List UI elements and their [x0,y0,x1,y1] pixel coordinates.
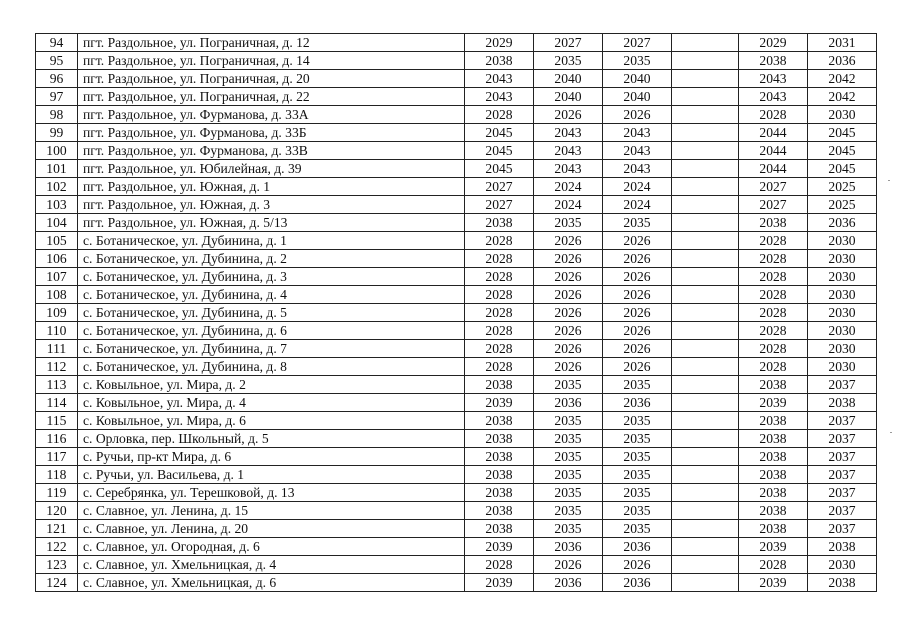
year-cell: 2036 [808,52,877,70]
empty-cell [672,556,739,574]
empty-cell [672,448,739,466]
table-row [36,124,877,142]
year-cell: 2043 [603,142,672,160]
year-cell: 2027 [603,34,672,52]
year-cell: 2028 [739,556,808,574]
table-row [36,412,877,430]
year-cell: 2039 [465,538,534,556]
year-cell: 2028 [465,322,534,340]
year-cell: 2038 [739,502,808,520]
year-cell: 2030 [808,232,877,250]
year-cell: 2028 [465,232,534,250]
year-cell: 2028 [739,250,808,268]
year-cell: 2026 [603,232,672,250]
row-number-cell: 97 [36,88,78,106]
year-cell: 2035 [603,412,672,430]
row-number-cell: 109 [36,304,78,322]
table-row [36,232,877,250]
address-cell: с. Ботаническое, ул. Дубинина, д. 3 [78,268,465,286]
year-cell: 2026 [603,322,672,340]
address-cell: пгт. Раздольное, ул. Юбилейная, д. 39 [78,160,465,178]
row-number-cell: 101 [36,160,78,178]
year-cell: 2038 [739,484,808,502]
year-cell: 2027 [534,34,603,52]
empty-cell [672,304,739,322]
table-row [36,538,877,556]
table-row [36,250,877,268]
year-cell: 2026 [603,304,672,322]
empty-cell [672,430,739,448]
year-cell: 2038 [465,466,534,484]
year-cell: 2026 [534,286,603,304]
table-row [36,286,877,304]
year-cell: 2026 [534,106,603,124]
year-cell: 2035 [603,448,672,466]
year-cell: 2045 [465,124,534,142]
table-row [36,34,877,52]
scan-mark [890,432,892,433]
year-cell: 2043 [603,160,672,178]
year-cell: 2038 [739,448,808,466]
address-cell: с. Серебрянка, ул. Терешковой, д. 13 [78,484,465,502]
year-cell: 2030 [808,304,877,322]
year-cell: 2039 [465,394,534,412]
year-cell: 2030 [808,268,877,286]
row-number-cell: 96 [36,70,78,88]
year-cell: 2028 [465,250,534,268]
address-cell: с. Ботаническое, ул. Дубинина, д. 6 [78,322,465,340]
row-number-cell: 113 [36,376,78,394]
table-row [36,502,877,520]
year-cell: 2029 [739,34,808,52]
empty-cell [672,214,739,232]
year-cell: 2040 [603,70,672,88]
year-cell: 2035 [603,484,672,502]
address-cell: с. Ботаническое, ул. Дубинина, д. 7 [78,340,465,358]
year-cell: 2035 [603,214,672,232]
year-cell: 2035 [534,448,603,466]
empty-cell [672,88,739,106]
table-row [36,88,877,106]
year-cell: 2035 [534,412,603,430]
empty-cell [672,466,739,484]
year-cell: 2042 [808,70,877,88]
year-cell: 2044 [739,142,808,160]
table-row [36,106,877,124]
table-row [36,466,877,484]
year-cell: 2031 [808,34,877,52]
table-row [36,52,877,70]
table-row [36,574,877,592]
year-cell: 2026 [534,268,603,286]
table-row [36,448,877,466]
year-cell: 2037 [808,484,877,502]
year-cell: 2045 [465,160,534,178]
year-cell: 2030 [808,106,877,124]
address-cell: пгт. Раздольное, ул. Фурманова, д. 33Б [78,124,465,142]
year-cell: 2028 [739,286,808,304]
year-cell: 2030 [808,250,877,268]
year-cell: 2027 [465,196,534,214]
table-row [36,322,877,340]
year-cell: 2037 [808,502,877,520]
year-cell: 2045 [465,142,534,160]
row-number-cell: 121 [36,520,78,538]
year-cell: 2035 [534,214,603,232]
address-cell: пгт. Раздольное, ул. Фурманова, д. 33В [78,142,465,160]
address-cell: пгт. Раздольное, ул. Пограничная, д. 14 [78,52,465,70]
empty-cell [672,394,739,412]
year-cell: 2024 [534,196,603,214]
address-cell: с. Славное, ул. Огородная, д. 6 [78,538,465,556]
empty-cell [672,142,739,160]
row-number-cell: 102 [36,178,78,196]
year-cell: 2037 [808,466,877,484]
empty-cell [672,376,739,394]
year-cell: 2028 [465,268,534,286]
year-cell: 2030 [808,340,877,358]
row-number-cell: 115 [36,412,78,430]
year-cell: 2028 [739,340,808,358]
year-cell: 2044 [739,160,808,178]
year-cell: 2039 [739,538,808,556]
row-number-cell: 122 [36,538,78,556]
table-row [36,142,877,160]
table-row [36,340,877,358]
year-cell: 2045 [808,142,877,160]
year-cell: 2026 [603,106,672,124]
year-cell: 2028 [465,304,534,322]
year-cell: 2028 [739,106,808,124]
table-row [36,214,877,232]
row-number-cell: 100 [36,142,78,160]
row-number-cell: 104 [36,214,78,232]
empty-cell [672,322,739,340]
year-cell: 2038 [739,466,808,484]
year-cell: 2038 [465,520,534,538]
row-number-cell: 98 [36,106,78,124]
table-row [36,520,877,538]
table-row [36,268,877,286]
table-body [36,34,877,592]
year-cell: 2026 [534,232,603,250]
address-cell: с. Ботаническое, ул. Дубинина, д. 4 [78,286,465,304]
year-cell: 2027 [465,178,534,196]
year-cell: 2040 [534,70,603,88]
year-cell: 2026 [534,304,603,322]
row-number-cell: 107 [36,268,78,286]
year-cell: 2045 [808,160,877,178]
year-cell: 2035 [534,430,603,448]
empty-cell [672,574,739,592]
year-cell: 2043 [603,124,672,142]
year-cell: 2028 [739,358,808,376]
year-cell: 2035 [534,484,603,502]
year-cell: 2045 [808,124,877,142]
table-row [36,484,877,502]
row-number-cell: 99 [36,124,78,142]
address-cell: с. Орловка, пер. Школьный, д. 5 [78,430,465,448]
year-cell: 2028 [739,304,808,322]
empty-cell [672,160,739,178]
year-cell: 2036 [603,574,672,592]
year-cell: 2043 [534,142,603,160]
year-cell: 2029 [465,34,534,52]
year-cell: 2028 [739,232,808,250]
year-cell: 2040 [603,88,672,106]
address-cell: с. Славное, ул. Хмельницкая, д. 4 [78,556,465,574]
year-cell: 2026 [603,250,672,268]
empty-cell [672,196,739,214]
year-cell: 2042 [808,88,877,106]
year-cell: 2035 [534,52,603,70]
row-number-cell: 120 [36,502,78,520]
year-cell: 2035 [603,502,672,520]
address-cell: с. Ботаническое, ул. Дубинина, д. 5 [78,304,465,322]
address-cell: с. Славное, ул. Ленина, д. 15 [78,502,465,520]
year-cell: 2026 [603,556,672,574]
table-row [36,556,877,574]
year-cell: 2024 [603,178,672,196]
year-cell: 2043 [534,124,603,142]
year-cell: 2044 [739,124,808,142]
year-cell: 2038 [465,376,534,394]
year-cell: 2026 [603,286,672,304]
year-cell: 2038 [808,574,877,592]
year-cell: 2037 [808,430,877,448]
row-number-cell: 110 [36,322,78,340]
year-cell: 2030 [808,322,877,340]
year-cell: 2026 [534,556,603,574]
address-cell: пгт. Раздольное, ул. Южная, д. 5/13 [78,214,465,232]
year-cell: 2028 [739,322,808,340]
year-cell: 2030 [808,358,877,376]
year-cell: 2038 [465,502,534,520]
row-number-cell: 118 [36,466,78,484]
empty-cell [672,250,739,268]
empty-cell [672,268,739,286]
year-cell: 2027 [739,196,808,214]
year-cell: 2038 [465,448,534,466]
year-cell: 2026 [603,268,672,286]
table-row [36,178,877,196]
year-cell: 2026 [534,250,603,268]
year-cell: 2026 [534,322,603,340]
empty-cell [672,538,739,556]
address-cell: пгт. Раздольное, ул. Южная, д. 3 [78,196,465,214]
empty-cell [672,484,739,502]
address-cell: с. Ручьи, ул. Васильева, д. 1 [78,466,465,484]
row-number-cell: 94 [36,34,78,52]
year-cell: 2036 [534,394,603,412]
row-number-cell: 114 [36,394,78,412]
year-cell: 2028 [465,340,534,358]
empty-cell [672,70,739,88]
row-number-cell: 123 [36,556,78,574]
year-cell: 2038 [465,52,534,70]
empty-cell [672,178,739,196]
year-cell: 2036 [534,538,603,556]
address-cell: с. Ботаническое, ул. Дубинина, д. 8 [78,358,465,376]
row-number-cell: 105 [36,232,78,250]
year-cell: 2043 [739,88,808,106]
year-cell: 2036 [603,538,672,556]
year-cell: 2035 [534,376,603,394]
schedule-table [35,33,877,592]
table-row [36,304,877,322]
address-cell: с. Ковыльное, ул. Мира, д. 6 [78,412,465,430]
year-cell: 2038 [808,538,877,556]
year-cell: 2030 [808,286,877,304]
year-cell: 2036 [534,574,603,592]
address-cell: пгт. Раздольное, ул. Пограничная, д. 12 [78,34,465,52]
scan-mark [888,180,890,181]
row-number-cell: 112 [36,358,78,376]
year-cell: 2028 [465,556,534,574]
year-cell: 2037 [808,520,877,538]
year-cell: 2036 [603,394,672,412]
table-row [36,376,877,394]
row-number-cell: 117 [36,448,78,466]
table-row [36,430,877,448]
empty-cell [672,124,739,142]
year-cell: 2026 [534,340,603,358]
year-cell: 2035 [603,466,672,484]
empty-cell [672,34,739,52]
empty-cell [672,502,739,520]
year-cell: 2038 [465,214,534,232]
address-cell: с. Ковыльное, ул. Мира, д. 4 [78,394,465,412]
year-cell: 2039 [739,394,808,412]
empty-cell [672,358,739,376]
year-cell: 2030 [808,556,877,574]
year-cell: 2043 [534,160,603,178]
year-cell: 2035 [534,466,603,484]
row-number-cell: 111 [36,340,78,358]
year-cell: 2036 [808,214,877,232]
address-cell: с. Ковыльное, ул. Мира, д. 2 [78,376,465,394]
year-cell: 2025 [808,178,877,196]
empty-cell [672,232,739,250]
row-number-cell: 116 [36,430,78,448]
year-cell: 2038 [465,412,534,430]
year-cell: 2024 [534,178,603,196]
address-cell: с. Ботаническое, ул. Дубинина, д. 1 [78,232,465,250]
year-cell: 2026 [603,358,672,376]
year-cell: 2039 [465,574,534,592]
year-cell: 2035 [603,52,672,70]
year-cell: 2026 [534,358,603,376]
row-number-cell: 103 [36,196,78,214]
year-cell: 2024 [603,196,672,214]
row-number-cell: 119 [36,484,78,502]
row-number-cell: 108 [36,286,78,304]
address-cell: с. Ботаническое, ул. Дубинина, д. 2 [78,250,465,268]
year-cell: 2037 [808,448,877,466]
address-cell: пгт. Раздольное, ул. Фурманова, д. 33А [78,106,465,124]
year-cell: 2038 [465,430,534,448]
address-cell: с. Ручьи, пр-кт Мира, д. 6 [78,448,465,466]
empty-cell [672,286,739,304]
year-cell: 2035 [603,520,672,538]
address-cell: пгт. Раздольное, ул. Пограничная, д. 22 [78,88,465,106]
year-cell: 2038 [739,52,808,70]
year-cell: 2038 [739,430,808,448]
year-cell: 2028 [465,106,534,124]
year-cell: 2035 [603,430,672,448]
empty-cell [672,340,739,358]
year-cell: 2035 [534,502,603,520]
year-cell: 2043 [465,70,534,88]
year-cell: 2026 [603,340,672,358]
table-row [36,196,877,214]
address-cell: пгт. Раздольное, ул. Пограничная, д. 20 [78,70,465,88]
address-cell: с. Славное, ул. Ленина, д. 20 [78,520,465,538]
empty-cell [672,412,739,430]
empty-cell [672,106,739,124]
year-cell: 2028 [465,286,534,304]
table-row [36,160,877,178]
year-cell: 2028 [465,358,534,376]
table-row [36,358,877,376]
year-cell: 2035 [534,520,603,538]
year-cell: 2025 [808,196,877,214]
year-cell: 2037 [808,376,877,394]
year-cell: 2028 [739,268,808,286]
year-cell: 2038 [739,214,808,232]
year-cell: 2027 [739,178,808,196]
year-cell: 2038 [739,412,808,430]
table-row [36,70,877,88]
year-cell: 2038 [739,520,808,538]
row-number-cell: 106 [36,250,78,268]
year-cell: 2037 [808,412,877,430]
year-cell: 2035 [603,376,672,394]
empty-cell [672,52,739,70]
table-row [36,394,877,412]
year-cell: 2043 [739,70,808,88]
address-cell: пгт. Раздольное, ул. Южная, д. 1 [78,178,465,196]
year-cell: 2038 [739,376,808,394]
year-cell: 2039 [739,574,808,592]
year-cell: 2043 [465,88,534,106]
year-cell: 2038 [465,484,534,502]
address-cell: с. Славное, ул. Хмельницкая, д. 6 [78,574,465,592]
row-number-cell: 124 [36,574,78,592]
year-cell: 2040 [534,88,603,106]
empty-cell [672,520,739,538]
row-number-cell: 95 [36,52,78,70]
year-cell: 2038 [808,394,877,412]
